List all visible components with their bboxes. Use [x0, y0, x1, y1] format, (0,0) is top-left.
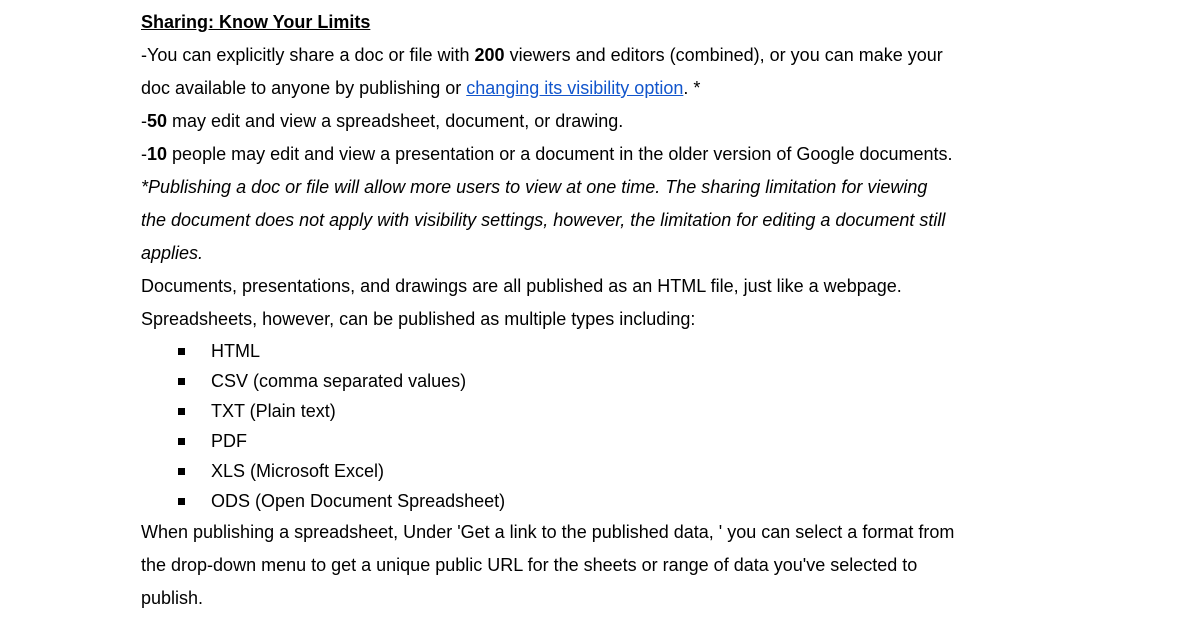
share-limit-suffix: viewers and editors (combined), or you can make your [504, 45, 943, 65]
publish-intro-line-2: Spreadsheets, however, can be published as multiple types including: [141, 309, 696, 329]
older-version-count: 10 [147, 144, 168, 164]
visibility-option-link[interactable]: changing its visibility option [466, 78, 684, 98]
publish-intro-line-1: Documents, presentations, and drawings are all published as an HTML file, just like a webpage. [141, 276, 902, 296]
square-bullet-icon [178, 498, 185, 505]
list-item [141, 336, 1101, 366]
format-label: PDF [211, 431, 247, 451]
format-label: XLS (Microsoft Excel) [211, 461, 385, 481]
list-item [141, 396, 1101, 426]
edit-limit-suffix: may edit and view a spreadsheet, document, or drawing. [167, 111, 624, 131]
edit-limit-count: 50 [147, 111, 168, 131]
visibility-suffix: . * [683, 78, 701, 98]
list-item [141, 486, 1101, 516]
older-version-prefix: - [141, 144, 147, 164]
visibility-line [141, 72, 1101, 105]
list-item [141, 366, 1101, 396]
square-bullet-icon [178, 378, 185, 385]
format-label: TXT (Plain text) [211, 401, 336, 421]
list-item [141, 426, 1101, 456]
share-limit-prefix: -You can explicitly share a doc or file with [141, 45, 475, 65]
square-bullet-icon [178, 408, 185, 415]
format-label: HTML [211, 341, 260, 361]
format-list [141, 336, 1101, 516]
visibility-prefix: doc available to anyone by publishing or [141, 78, 467, 98]
share-limit-line [141, 39, 1101, 72]
note-line-3: applies. [141, 243, 204, 263]
closing-line-1: When publishing a spreadsheet, Under 'Get a link to the published data, ' you can select a format from [141, 522, 955, 542]
document-body [141, 6, 1101, 615]
share-limit-count: 200 [474, 45, 505, 65]
note-line-1: *Publishing a doc or file will allow more users to view at one time. The sharing limitation for viewing [141, 177, 928, 197]
format-label: CSV (comma separated values) [211, 371, 467, 391]
older-version-line [141, 138, 1101, 171]
format-label: ODS (Open Document Spreadsheet) [211, 491, 506, 511]
edit-limit-line [141, 105, 1101, 138]
document-heading: Sharing: Know Your Limits [141, 12, 371, 32]
list-item [141, 456, 1101, 486]
note-line-2: the document does not apply with visibility settings, however, the limitation for editing a document still [141, 210, 946, 230]
edit-limit-prefix: - [141, 111, 147, 131]
closing-line-2: the drop-down menu to get a unique public URL for the sheets or range of data you've selected to [141, 555, 918, 575]
square-bullet-icon [178, 438, 185, 445]
older-version-suffix: people may edit and view a presentation or a document in the older version of Google documents. [167, 144, 953, 164]
square-bullet-icon [178, 468, 185, 475]
closing-line-3: publish. [141, 588, 204, 608]
square-bullet-icon [178, 348, 185, 355]
